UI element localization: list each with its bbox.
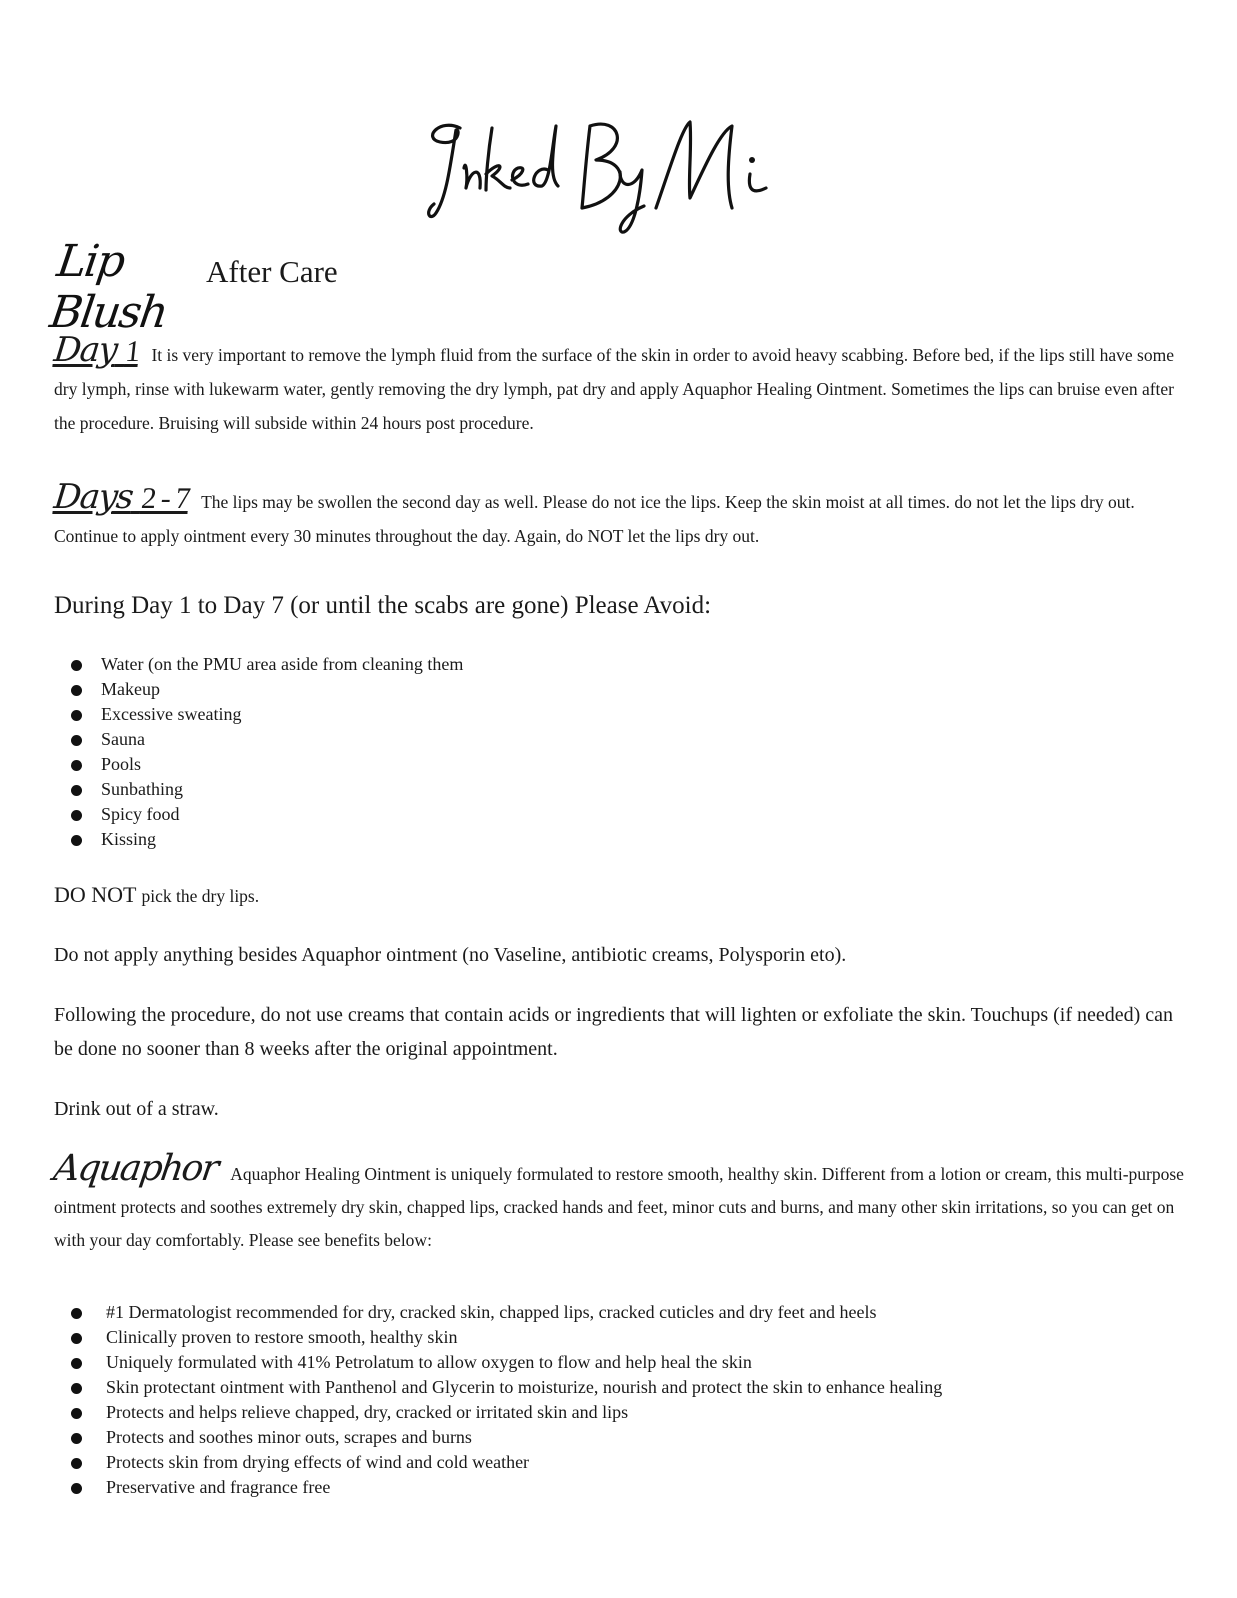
day1-heading-num: 1 <box>123 335 141 368</box>
following-note: Following the procedure, do not use creams that contain acids or ingredients that will lighten or exfoliate the skin. Touchups (if needed) can be done no sooner than 8 weeks after the original appointment. <box>54 1004 1174 1060</box>
aquaphor-section <box>51 1148 1184 1257</box>
avoid-list <box>54 652 463 852</box>
apply-note: Do not apply anything besides Aquaphor ointment (no Vaseline, antibiotic creams, Polysporin eto). <box>54 944 847 966</box>
list-item: Sunbathing <box>54 777 463 802</box>
day1-heading <box>52 330 141 370</box>
do-not-rest: pick the dry lips. <box>141 886 260 906</box>
aquaphor-text: Aquaphor Healing Ointment is uniquely formulated to restore smooth, healthy skin. Different from a lotion or cream, this multi-purpose ointment protects and soothes extremely dry skin, chapped lips, cracked hands and feet, minor cuts and burns, and many other skin irritations, so you can get on with your day comfortably. Please see benefits below: <box>54 1164 1184 1250</box>
list-item: Preservative and fragrance free <box>54 1475 942 1500</box>
brand-logo-script <box>420 108 800 238</box>
day1-section <box>52 330 1184 440</box>
avoid-heading: During Day 1 to Day 7 (or until the scabs are gone) Please Avoid: <box>54 592 712 619</box>
do-not-strong: DO NOT <box>54 882 137 907</box>
list-item: Kissing <box>54 827 463 852</box>
title-script: Lip Blush <box>46 236 170 338</box>
benefits-list <box>54 1300 942 1500</box>
day1-heading-word: Day <box>52 330 119 370</box>
list-item: Pools <box>54 752 463 777</box>
list-item: Protects and helps relieve chapped, dry, cracked or irritated skin and lips <box>54 1400 942 1425</box>
list-item: Clinically proven to restore smooth, healthy skin <box>54 1325 942 1350</box>
day1-text: It is very important to remove the lymph fluid from the surface of the skin in order to avoid heavy scabbing. Before bed, if the lips still have some dry lymph, rinse with lukewarm water, gently removing the dry lymph, pat dry and apply Aquaphor Healing Ointment. Sometimes the lips can bruise even after the procedure. Bruising will subside within 24 hours post procedure. <box>54 345 1175 433</box>
list-item: Skin protectant ointment with Panthenol and Glycerin to moisturize, nourish and protect the skin to enhance healing <box>54 1375 942 1400</box>
title-rest: After Care <box>206 254 338 289</box>
aquaphor-heading: Aquaphor <box>51 1148 220 1189</box>
days2-7-heading-num: 2 - 7 <box>139 482 191 515</box>
list-item: Sauna <box>54 727 463 752</box>
do-not-line <box>54 878 1184 913</box>
straw-note: Drink out of a straw. <box>54 1098 219 1120</box>
list-item: Protects skin from drying effects of wind and cold weather <box>54 1450 942 1475</box>
days2-7-heading <box>52 477 191 517</box>
days2-7-heading-word: Days <box>52 477 135 517</box>
days2-7-text: The lips may be swollen the second day as well. Please do not ice the lips. Keep the skin moist at all times. do not let the lips dry out. Continue to apply ointment every 30 minutes throughout the day. Again, do NOT let the lips dry out. <box>54 492 1135 546</box>
list-item: Protects and soothes minor outs, scrapes and burns <box>54 1425 942 1450</box>
list-item: Excessive sweating <box>54 702 463 727</box>
brand-logo <box>420 108 800 238</box>
list-item: Makeup <box>54 677 463 702</box>
list-item: Spicy food <box>54 802 463 827</box>
list-item: #1 Dermatologist recommended for dry, cracked skin, chapped lips, cracked cuticles and dry feet and heels <box>54 1300 942 1325</box>
list-item: Uniquely formulated with 41% Petrolatum to allow oxygen to flow and help heal the skin <box>54 1350 942 1375</box>
list-item: Water (on the PMU area aside from cleaning them <box>54 652 463 677</box>
days2-7-section <box>52 477 1184 553</box>
